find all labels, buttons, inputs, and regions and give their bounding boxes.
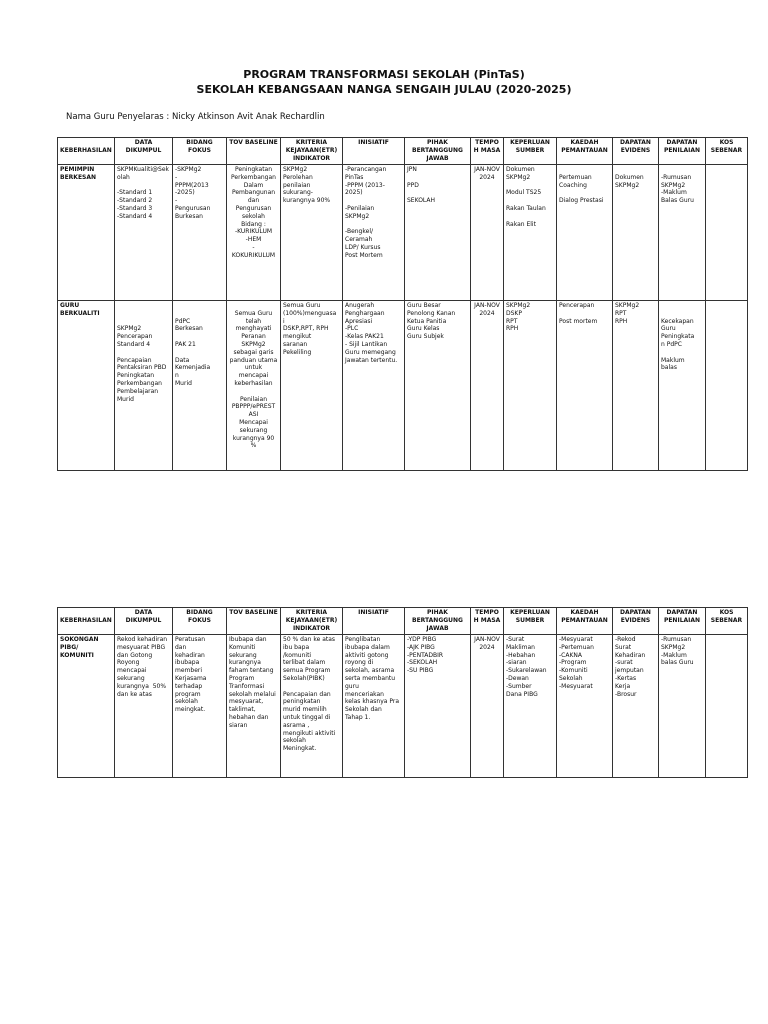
pintas-table-1 — [57, 137, 748, 471]
document-title-line1: PROGRAM TRANSFORMASI SEKOLAH (PinTaS) — [243, 68, 525, 81]
cell-kriteria: SKPMg2 Perolehan penilaian sukurang- kurangnya 90% — [283, 166, 331, 205]
cell-data: SKPMg2 Pencerapan Standard 4 Pencapaian Pentaksiran PBD Peningkatan Perkembangan Pembelajaran Murid — [117, 325, 167, 403]
cell-inisiatif: Anugerah Penghargaan Apresiasi -PLC -Kelas PAK21 - Sijil Lantikan Guru memegang Jawatan tertentu. — [345, 302, 398, 364]
cell-kriteria: Semua Guru (100%)menguasa i DSKP,RPT, RPH mengikut saranan Pekeliling — [283, 302, 337, 356]
cell-evidens: -Rekod Surat Kehadiran -surat jemputan -Kertas Kerja -Brosur — [615, 636, 646, 698]
header-pihak: PIHAK BERTANGGUNG JAWAB — [405, 608, 471, 635]
cell-inisiatif: Penglibatan ibubapa dalam aktiviti gotong royong di sekolah, asrama serta membantu guru menceriakan kelas khasnya Pra Sekolah dan Tahap 1. — [345, 636, 400, 721]
cell-data: SKPMKualiti@Sek olah -Standard 1 -Standard 2 -Standard 3 -Standard 4 — [117, 166, 169, 220]
table-row — [58, 165, 748, 301]
header-sumber: KEPERLUAN SUMBER — [504, 138, 557, 165]
header-tempoh: TEMPOH MASA — [471, 138, 504, 165]
header-keberhasilan: KEBERHASILAN — [58, 138, 115, 165]
cell-keberhasilan: SOKONGAN PIBG/ KOMUNITI — [60, 636, 99, 659]
header-pihak: PIHAK BERTANGGUNG JAWAB — [405, 138, 471, 165]
cell-kaedah: Pertemuan Coaching Dialog Prestasi — [559, 173, 604, 205]
table-row — [58, 635, 748, 778]
cell-tempoh: JAN-NOV 2024 — [474, 302, 500, 317]
cell-penilaian: Kecekapan Guru Peningkata n PdPC Maklum balas — [661, 317, 695, 372]
header-keberhasilan: KEBERHASILAN — [58, 608, 115, 635]
cell-penilaian: -Rumusan SKPMg2 -Maklum Balas Guru — [661, 173, 694, 205]
coordinator-label: Nama Guru Penyelaras : — [66, 112, 170, 122]
cell-kriteria: 50 % dan ke atas ibu bapa /komuniti terlibat dalam semua Program Sekolah(PIBK) Pencapaian dan peningkatan murid memilih untuk tinggal di asrama , mengikuti aktiviti sekolah Meningkat. — [283, 636, 336, 753]
cell-keberhasilan: PEMIMPIN BERKESAN — [60, 166, 97, 181]
header-bidang-fokus: BIDANG FOKUS — [173, 138, 227, 165]
header-tov-baseline: TOV BASELINE — [227, 608, 281, 635]
cell-bidang: PdPC Berkesan PAK 21 Data Kemenjadia n Murid — [175, 317, 211, 387]
header-penilaian: DAPATAN PENILAIAN — [659, 608, 706, 635]
coordinator-line — [66, 112, 325, 122]
header-penilaian: DAPATAN PENILAIAN — [659, 138, 706, 165]
cell-sumber: Dokumen SKPMg2 Modul TS25 Rakan Taulan Rakan Elit — [506, 166, 546, 228]
cell-tov: Peningkatan Perkembangan Dalam Pembangunan dan Pengurusan sekolah Bidang : -KURIKULUM -HEM - KOKURIKULUM — [231, 166, 276, 259]
cell-tempoh: JAN-NOV 2024 — [474, 636, 500, 651]
cell-keberhasilan: GURU BERKUALITI — [60, 302, 100, 317]
header-evidens: DAPATAN EVIDENS — [613, 138, 659, 165]
table-row — [58, 301, 748, 471]
cell-bidang: -SKPMg2 - PPPM(2013 -2025) - Pengurusan Burkesan — [175, 166, 211, 220]
header-kriteria: KRITERIA KEJAYAAN(ETR) INDIKATOR — [281, 138, 343, 165]
header-tempoh: TEMPOH MASA — [471, 608, 504, 635]
header-data-dikumpul: DATA DIKUMPUL — [115, 608, 173, 635]
coordinator-name: Nicky Atkinson Avit Anak Rechardlin — [172, 112, 325, 122]
header-kriteria: KRITERIA KEJAYAAN(ETR) INDIKATOR — [281, 608, 343, 635]
header-kos: KOS SEBENAR — [706, 138, 748, 165]
header-inisiatif: INISIATIF — [343, 138, 405, 165]
document-title-line2: SEKOLAH KEBANGSAAN NANGA SENGAIH JULAU (2020-2025) — [196, 83, 572, 96]
pintas-table-2 — [57, 607, 748, 778]
header-tov-baseline: TOV BASELINE — [227, 138, 281, 165]
cell-sumber: -Surat Makliman -Hebahan -siaran -Sukarelawan -Dewan -Sumber Dana PIBG — [506, 636, 547, 698]
header-kos: KOS SEBENAR — [706, 608, 748, 635]
header-inisiatif: INISIATIF — [343, 608, 405, 635]
cell-kaedah: Pencerapan Post mortem — [559, 302, 598, 325]
cell-kaedah: -Mesyuarat -Pertemuan -CAKNA -Program -Komuniti Sekolah -Mesyuarat — [559, 636, 594, 690]
cell-evidens: Dokumen SKPMg2 — [615, 173, 644, 189]
header-bidang-fokus: BIDANG FOKUS — [173, 608, 227, 635]
header-kaedah: KAEDAH PEMANTAUAN — [557, 138, 613, 165]
table-header-row — [58, 138, 748, 165]
cell-pihak: -YDP PIBG -AJK PIBG -PENTADBIR -SEKOLAH -SU PIBG — [407, 636, 444, 675]
cell-inisiatif: -Perancangan PinTas -PPPM (2013- 2025) -Penilaian SKPMg2 -Bengkel/ Ceramah LDP/ Kursus Post Mortem — [345, 166, 387, 259]
table-header-row — [58, 608, 748, 635]
cell-sumber: SKPMg2 DSKP RPT RPH — [506, 302, 531, 333]
cell-tempoh: JAN-NOV 2024 — [474, 166, 500, 181]
cell-pihak: JPN PPD SEKOLAH — [407, 166, 436, 205]
cell-tov: Semua Guru telah menghayati Peranan SKPMg2 sebagai garis panduan utama untuk mencapai keberhasilan Penilaian PBPPP/ePREST ASI Mencapai sekurang kurangnya 90 % — [229, 309, 278, 450]
cell-bidang: Peratusan dan kehadiran ibubapa memberi Kerjasama terhadap program sekolah meingkat. — [175, 636, 207, 714]
header-sumber: KEPERLUAN SUMBER — [504, 608, 557, 635]
header-evidens: DAPATAN EVIDENS — [613, 608, 659, 635]
header-kaedah: KAEDAH PEMANTAUAN — [557, 608, 613, 635]
cell-evidens: SKPMg2 RPT RPH — [615, 302, 640, 325]
cell-tov: Ibubapa dan Komuniti sekurang kurangnya faham tentang Program Tranformasi sekolah melalui mesyuarat, taklimat, hebahan dan siaran — [229, 636, 276, 729]
cell-data: Rekod kehadiran mesyuarat PIBG dan Gotong Royong mencapai sekurang kurangnya 50% dan ke atas — [117, 636, 168, 698]
cell-penilaian: -Rumusan SKPMg2 -Maklum balas Guru — [661, 636, 694, 667]
header-data-dikumpul: DATA DIKUMPUL — [115, 138, 173, 165]
cell-pihak: Guru Besar Penolong Kanan Ketua Panitia Guru Kelas Guru Subjek — [407, 302, 456, 341]
